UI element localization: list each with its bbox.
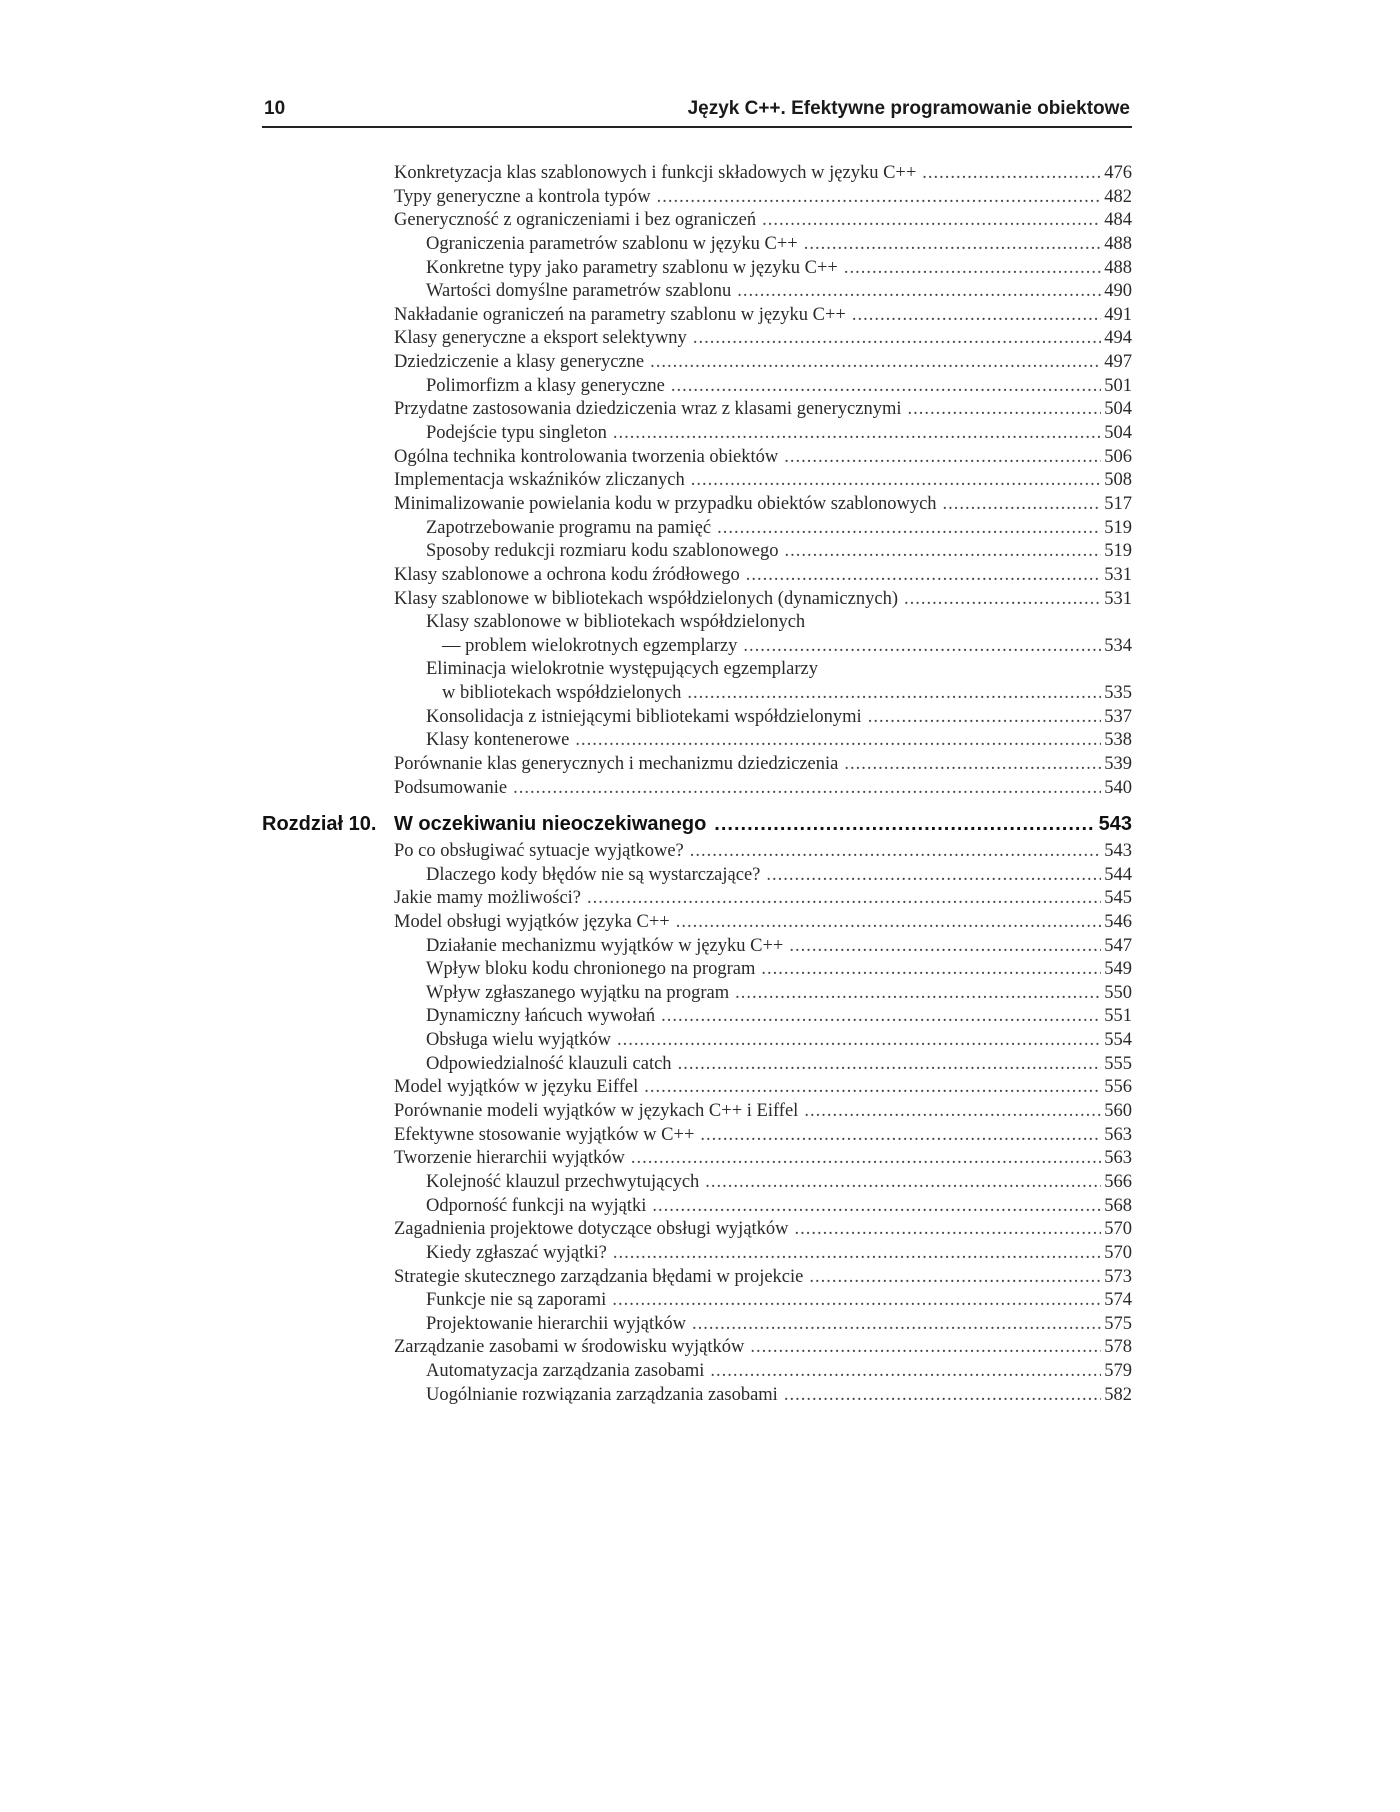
leader-dots — [904, 588, 1101, 612]
toc-entry — [394, 209, 1132, 233]
leader-dots — [908, 398, 1102, 422]
toc-entry-page: 534 — [1104, 635, 1132, 656]
leader-dots — [943, 493, 1102, 517]
toc-entry-title: Dziedziczenie a klasy generyczne — [394, 352, 645, 373]
toc-entry-page: 537 — [1104, 706, 1132, 727]
toc-entry-title: Po co obsługiwać sytuacje wyjątkowe? — [394, 841, 684, 861]
toc-entry-title: Dlaczego kody błędów nie są wystarczające? — [426, 864, 761, 885]
chapter-label: Rozdział 10. — [262, 813, 377, 835]
toc-entry-title: Podejście typu singleton — [426, 423, 607, 444]
toc-entry-title: Polimorfizm a klasy generyczne — [426, 375, 665, 396]
toc-entry-page: 556 — [1104, 1077, 1132, 1098]
page-number: 10 — [264, 98, 286, 119]
toc-entry-title: Model wyjątków w języku Eiffel — [394, 1077, 639, 1098]
leader-dots — [617, 1029, 1101, 1053]
leader-dots — [784, 540, 1101, 564]
toc-entry-title: — problem wielokrotnych egzemplarzy — [442, 635, 738, 656]
leader-dots — [652, 1195, 1101, 1219]
toc-entry-page: 531 — [1104, 564, 1132, 585]
toc-entry-page: 538 — [1104, 730, 1132, 751]
toc-entry-page: 497 — [1104, 352, 1132, 373]
toc-entry — [394, 982, 1132, 1006]
toc-entry — [394, 186, 1132, 210]
toc-entry — [394, 304, 1132, 328]
toc-entry — [394, 706, 1132, 730]
toc-entry-title: Uogólnianie rozwiązania zarządzania zasobami — [426, 1384, 778, 1405]
toc-entry-title: Działanie mechanizmu wyjątków w języku C++ — [426, 935, 784, 956]
toc-entry — [394, 1218, 1132, 1242]
toc-entry-title: Funkcje nie są zaporami — [426, 1290, 607, 1311]
toc-list-before — [394, 162, 1132, 800]
toc-entry-page: 560 — [1104, 1101, 1132, 1122]
toc-entry — [394, 682, 1132, 706]
chapter-leader-dots — [714, 813, 1094, 836]
toc-entry-page: 501 — [1104, 375, 1132, 396]
leader-dots — [795, 1218, 1102, 1242]
toc-entry-page: 540 — [1104, 777, 1132, 798]
toc-entry — [394, 588, 1132, 612]
leader-dots — [700, 1124, 1101, 1148]
leader-dots — [513, 777, 1101, 801]
toc-entry — [394, 1076, 1132, 1100]
leader-dots — [587, 887, 1101, 911]
toc-entry — [394, 162, 1132, 186]
leader-dots — [761, 958, 1101, 982]
toc-entry — [394, 493, 1132, 517]
toc-entry-page: 490 — [1104, 281, 1132, 302]
leader-dots — [575, 729, 1101, 753]
toc-entry-title: Implementacja wskaźników zliczanych — [394, 470, 685, 491]
leader-dots — [922, 162, 1101, 186]
toc-entry-title: w bibliotekach współdzielonych — [442, 683, 682, 704]
leader-dots — [784, 446, 1101, 470]
leader-dots — [613, 422, 1101, 446]
toc-entry-title: Generyczność z ograniczeniami i bez ograniczeń — [394, 210, 757, 231]
toc-entry — [394, 233, 1132, 257]
toc-entry — [394, 958, 1132, 982]
leader-dots — [690, 840, 1101, 864]
toc-entry-title: Konkretne typy jako parametry szablonu w języku C++ — [426, 257, 838, 278]
toc-entry-page: 545 — [1104, 888, 1132, 909]
leader-dots — [804, 1100, 1101, 1124]
toc-entry-title: Strategie skutecznego zarządzania błędami w projekcie — [394, 1266, 804, 1287]
toc-entry-title: Automatyzacja zarządzania zasobami — [426, 1361, 705, 1382]
toc-entry — [394, 840, 1132, 864]
toc-entry-title: Typy generyczne a kontrola typów — [394, 186, 651, 207]
toc-entry-title: Porównanie modeli wyjątków w językach C++ i Eiffel — [394, 1101, 799, 1122]
toc-entry — [394, 422, 1132, 446]
chapter-heading — [262, 813, 1132, 839]
toc-entry-title: Model obsługi wyjątków języka C++ — [394, 911, 670, 932]
toc-entry — [394, 327, 1132, 351]
toc-entry-page: 494 — [1104, 328, 1132, 349]
toc-entry-title: Zagadnienia projektowe dotyczące obsługi wyjątków — [394, 1219, 789, 1240]
toc-entry-page: 504 — [1104, 399, 1132, 420]
toc-entry-page: 517 — [1104, 493, 1132, 514]
leader-dots — [644, 1076, 1101, 1100]
leader-dots — [762, 209, 1101, 233]
toc-entry-title: Klasy szablonowe w bibliotekach współdzielonych (dynamicznych) — [394, 588, 898, 609]
toc-entry-title: Dynamiczny łańcuch wywołań — [426, 1006, 656, 1027]
leader-dots — [844, 257, 1101, 281]
toc-entry — [394, 658, 1132, 682]
toc-entry — [394, 1100, 1132, 1124]
toc-entry-title: Klasy kontenerowe — [426, 730, 570, 751]
toc-entry-title: Przydatne zastosowania dziedziczenia wraz z klasami generycznymi — [394, 399, 902, 420]
toc-entry — [394, 1029, 1132, 1053]
leader-dots — [612, 1289, 1101, 1313]
toc-entry-page: 519 — [1104, 517, 1132, 538]
leader-dots — [737, 280, 1101, 304]
toc-entry-page: 544 — [1104, 864, 1132, 885]
toc-entry — [394, 911, 1132, 935]
toc-entry — [394, 398, 1132, 422]
toc-entry-page: 484 — [1104, 210, 1132, 231]
toc-entry — [394, 1242, 1132, 1266]
toc-entry-title: Kolejność klauzul przechwytujących — [426, 1171, 700, 1192]
book-title: Język C++. Efektywne programowanie obiektowe — [687, 98, 1130, 119]
toc-entry — [394, 517, 1132, 541]
toc-entry-title: Jakie mamy możliwości? — [394, 888, 582, 909]
toc-entry-title: Minimalizowanie powielania kodu w przypadku obiektów szablonowych — [394, 493, 937, 514]
toc-entry — [394, 564, 1132, 588]
leader-dots — [743, 635, 1101, 659]
chapter-page: 543 — [1098, 813, 1132, 835]
toc-entry-title: Tworzenie hierarchii wyjątków — [394, 1148, 625, 1169]
toc-entry — [394, 1005, 1132, 1029]
leader-dots — [746, 564, 1102, 588]
leader-dots — [671, 375, 1101, 399]
leader-dots — [691, 469, 1102, 493]
toc-entry-title: Klasy generyczne a eksport selektywny — [394, 328, 687, 349]
leader-dots — [613, 1242, 1101, 1266]
toc-entry-page: 555 — [1104, 1053, 1132, 1074]
toc-entry — [394, 1124, 1132, 1148]
toc-entry — [394, 864, 1132, 888]
leader-dots — [809, 1266, 1101, 1290]
page-header — [262, 96, 1132, 128]
toc-entry-title: Efektywne stosowanie wyjątków w C++ — [394, 1124, 695, 1145]
toc-entry — [394, 1360, 1132, 1384]
toc-entry-page: 491 — [1104, 304, 1132, 325]
toc-entry-page: 570 — [1104, 1242, 1132, 1263]
toc-entry — [394, 280, 1132, 304]
leader-dots — [750, 1336, 1101, 1360]
toc-entry-page: 508 — [1104, 470, 1132, 491]
toc-entry-title: Podsumowanie — [394, 777, 508, 798]
toc-entry-page: 488 — [1104, 233, 1132, 254]
toc-entry-page: 504 — [1104, 423, 1132, 444]
toc-entry-page: 563 — [1104, 1148, 1132, 1169]
leader-dots — [705, 1171, 1101, 1195]
leader-dots — [676, 911, 1102, 935]
toc-entry-page: 531 — [1104, 588, 1132, 609]
toc-entry — [394, 446, 1132, 470]
toc-entry-page: 482 — [1104, 186, 1132, 207]
leader-dots — [717, 517, 1101, 541]
toc-entry-page: 476 — [1104, 163, 1132, 183]
leader-dots — [661, 1005, 1101, 1029]
leader-dots — [693, 327, 1101, 351]
toc-entry-page: 578 — [1104, 1337, 1132, 1358]
toc-entry — [394, 729, 1132, 753]
leader-dots — [844, 753, 1101, 777]
toc-entry — [394, 1147, 1132, 1171]
toc-entry-page: 570 — [1104, 1219, 1132, 1240]
leader-dots — [687, 682, 1101, 706]
toc-entry-page: 543 — [1104, 841, 1132, 861]
toc-entry-page: 488 — [1104, 257, 1132, 278]
toc-entry-page: 547 — [1104, 935, 1132, 956]
leader-dots — [710, 1360, 1101, 1384]
toc-entry-title: Projektowanie hierarchii wyjątków — [426, 1313, 686, 1334]
toc-entry-title: Eliminacja wielokrotnie występujących egzemplarzy — [426, 659, 818, 680]
toc-entry-title: Ogólna technika kontrolowania tworzenia obiektów — [394, 446, 779, 467]
toc-entry-title: Odporność funkcji na wyjątki — [426, 1195, 647, 1216]
toc-entry-page: 550 — [1104, 982, 1132, 1003]
toc-entry-title: Sposoby redukcji rozmiaru kodu szablonowego — [426, 541, 779, 562]
toc-entry — [394, 777, 1132, 801]
toc-entry — [394, 753, 1132, 777]
toc-entry-title: Kiedy zgłaszać wyjątki? — [426, 1242, 607, 1263]
toc-entry — [394, 887, 1132, 911]
toc-entry-page: 551 — [1104, 1006, 1132, 1027]
toc-entry-title: Wpływ zgłaszanego wyjątku na program — [426, 982, 730, 1003]
toc-entry-title: Konkretyzacja klas szablonowych i funkcji składowych w języku C++ — [394, 163, 917, 183]
toc-entry-page: 519 — [1104, 541, 1132, 562]
toc-entry — [394, 1289, 1132, 1313]
chapter-title: W oczekiwaniu nieoczekiwanego — [394, 813, 707, 835]
toc-entry — [394, 635, 1132, 659]
toc-entry-title: Odpowiedzialność klauzuli catch — [426, 1053, 672, 1074]
toc-entry-title: Porównanie klas generycznych i mechanizmu dziedziczenia — [394, 754, 839, 775]
toc-entry — [394, 375, 1132, 399]
toc-entry-page: 582 — [1104, 1384, 1132, 1405]
toc-entry-title: Klasy szablonowe w bibliotekach współdzielonych — [426, 612, 806, 633]
toc-entry-title: Wartości domyślne parametrów szablonu — [426, 281, 732, 302]
leader-dots — [804, 233, 1102, 257]
toc-entry-page: 535 — [1104, 683, 1132, 704]
toc-entry-page: 574 — [1104, 1290, 1132, 1311]
leader-dots — [735, 982, 1101, 1006]
toc-entry — [394, 1195, 1132, 1219]
leader-dots — [678, 1053, 1102, 1077]
toc-entry — [394, 935, 1132, 959]
toc-entry-page: 539 — [1104, 754, 1132, 775]
toc-entry-page: 506 — [1104, 446, 1132, 467]
toc-entry-page: 554 — [1104, 1030, 1132, 1051]
toc-entry-title: Ograniczenia parametrów szablonu w języku C++ — [426, 233, 798, 254]
toc-entry-page: 546 — [1104, 911, 1132, 932]
toc-entry — [394, 1053, 1132, 1077]
leader-dots — [868, 706, 1102, 730]
toc-entry — [394, 1266, 1132, 1290]
toc-entry-title: Nakładanie ograniczeń na parametry szablonu w języku C++ — [394, 304, 846, 325]
leader-dots — [650, 351, 1101, 375]
toc-entry-page: 563 — [1104, 1124, 1132, 1145]
leader-dots — [631, 1147, 1101, 1171]
leader-dots — [789, 935, 1101, 959]
toc-entry-title: Obsługa wielu wyjątków — [426, 1030, 611, 1051]
toc-entry-title: Konsolidacja z istniejącymi bibliotekami współdzielonymi — [426, 706, 862, 727]
toc-entry-page: 575 — [1104, 1313, 1132, 1334]
toc-entry-title: Zarządzanie zasobami w środowisku wyjątków — [394, 1337, 745, 1358]
leader-dots — [692, 1313, 1101, 1337]
toc-entry — [394, 1171, 1132, 1195]
toc-entry-title: Klasy szablonowe a ochrona kodu źródłowego — [394, 564, 740, 585]
toc-entry-page: 566 — [1104, 1171, 1132, 1192]
leader-dots — [766, 864, 1101, 888]
toc-entry-title: Wpływ bloku kodu chronionego na program — [426, 959, 756, 980]
toc-entry-page: 573 — [1104, 1266, 1132, 1287]
toc-entry-page: 579 — [1104, 1361, 1132, 1382]
toc-entry-page: 568 — [1104, 1195, 1132, 1216]
leader-dots — [784, 1384, 1101, 1408]
leader-dots — [657, 186, 1102, 210]
toc-entry — [394, 469, 1132, 493]
toc-entry — [394, 611, 1132, 635]
toc-entry — [394, 1313, 1132, 1337]
toc-entry — [394, 257, 1132, 281]
toc-entry — [394, 1336, 1132, 1360]
toc-entry-page: 549 — [1104, 959, 1132, 980]
toc-entry — [394, 351, 1132, 375]
leader-dots — [852, 304, 1101, 328]
toc-entry — [394, 1384, 1132, 1408]
toc-list-after — [394, 840, 1132, 1407]
toc-entry-title: Zapotrzebowanie programu na pamięć — [426, 517, 712, 538]
toc-entry — [394, 540, 1132, 564]
